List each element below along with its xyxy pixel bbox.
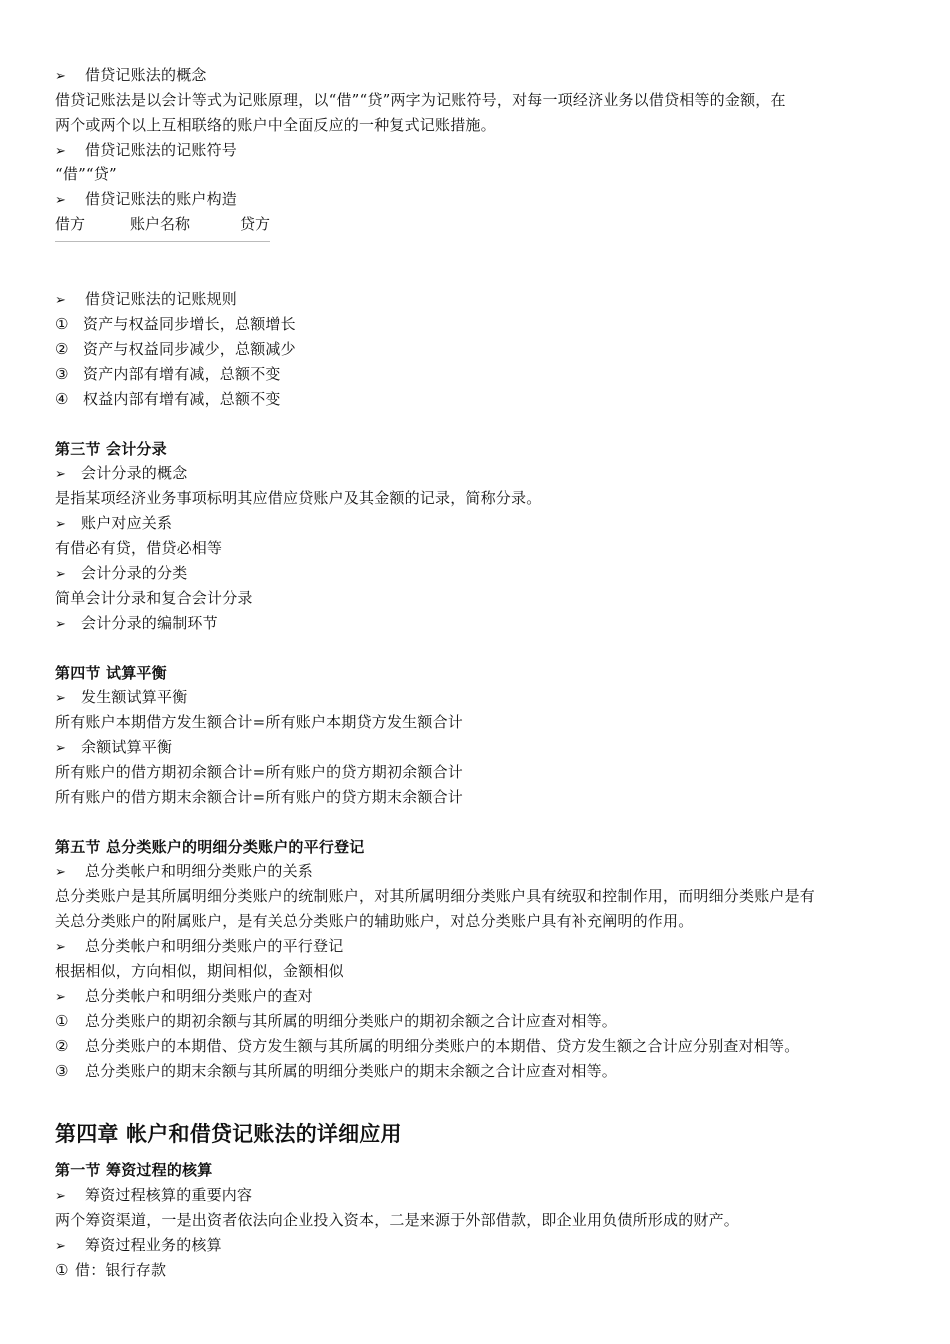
- bullet-item: ➢ 筹资过程业务的核算: [55, 1235, 222, 1257]
- t-account-name-label: 账户名称: [130, 215, 191, 233]
- paragraph: 有借必有贷，借贷必相等: [55, 539, 223, 557]
- paragraph: 所有账户本期借方发生额合计=所有账户本期贷方发生额合计: [55, 713, 463, 731]
- bullet-arrow-icon: ➢: [55, 1239, 67, 1254]
- numbered-item: ① 借：银行存款: [55, 1261, 167, 1279]
- section-heading: 第四节 试算平衡: [55, 664, 167, 682]
- paragraph: 是指某项经济业务事项标明其应借应贷账户及其金额的记录，简称分录。: [55, 489, 542, 507]
- bullet-item: ➢ 借贷记账法的记账符号: [55, 140, 237, 162]
- chapter-heading: 第四章 帐户和借贷记账法的详细应用: [55, 1122, 402, 1146]
- numbered-item: ① 资产与权益同步增长，总额增长: [55, 315, 296, 333]
- paragraph: 所有账户的借方期初余额合计=所有账户的贷方期初余额合计: [55, 763, 463, 781]
- bullet-item: ➢ 借贷记账法的记账规则: [55, 289, 237, 311]
- t-account-header: [55, 214, 270, 234]
- paragraph: 根据相似，方向相似，期间相似，金额相似: [55, 962, 344, 980]
- section-heading: 第五节 总分类账户的明细分类账户的平行登记: [55, 838, 365, 856]
- bullet-arrow-icon: ➢: [55, 865, 67, 880]
- paragraph: 总分类账户是其所属明细分类账户的统制账户，对其所属明细分类账户具有统驭和控制作用，而明细分类账户是有: [55, 887, 816, 905]
- bullet-arrow-icon: ➢: [55, 193, 67, 208]
- bullet-arrow-icon: ➢: [55, 741, 67, 756]
- bullet-arrow-icon: ➢: [55, 69, 67, 84]
- bullet-arrow-icon: ➢: [55, 144, 67, 159]
- bullet-item: ➢ 总分类帐户和明细分类账户的查对: [55, 986, 313, 1008]
- bullet-item: ➢ 余额试算平衡: [55, 737, 172, 759]
- paragraph: 两个筹资渠道，一是出资者依法向企业投入资本，二是来源于外部借款，即企业用负债所形成的财产。: [55, 1211, 740, 1229]
- bullet-arrow-icon: ➢: [55, 293, 67, 308]
- bullet-item: ➢ 会计分录的概念: [55, 463, 187, 485]
- bullet-item: ➢ 会计分录的分类: [55, 563, 187, 585]
- t-account-debit-label: 借方: [55, 215, 86, 233]
- bullet-arrow-icon: ➢: [55, 691, 67, 706]
- paragraph: 借贷记账法是以会计等式为记账原理，以“借”“贷”两字为记账符号，对每一项经济业务以借贷相等的金额，在: [55, 91, 786, 109]
- numbered-item: ③ 资产内部有增有减，总额不变: [55, 365, 281, 383]
- paragraph: 简单会计分录和复合会计分录: [55, 589, 253, 607]
- bullet-arrow-icon: ➢: [55, 617, 67, 632]
- bullet-arrow-icon: ➢: [55, 517, 67, 532]
- bullet-item: ➢ 会计分录的编制环节: [55, 613, 218, 635]
- bullet-item: ➢ 发生额试算平衡: [55, 687, 187, 709]
- paragraph: 关总分类账户的附属账户，是有关总分类账户的辅助账户，对总分类账户具有补充阐明的作用。: [55, 912, 694, 930]
- section-heading: 第一节 筹资过程的核算: [55, 1161, 213, 1179]
- bullet-arrow-icon: ➢: [55, 940, 67, 955]
- bullet-item: ➢ 总分类帐户和明细分类账户的平行登记: [55, 936, 343, 958]
- bullet-item: ➢ 借贷记账法的账户构造: [55, 189, 237, 211]
- bullet-item: ➢ 账户对应关系: [55, 513, 172, 535]
- numbered-item: ① 总分类账户的期初余额与其所属的明细分类账户的期初余额之合计应查对相等。: [55, 1012, 618, 1030]
- bullet-item: ➢ 借贷记账法的概念: [55, 65, 207, 87]
- t-account-divider: [55, 241, 270, 242]
- paragraph: “借”“贷”: [55, 165, 117, 183]
- bullet-arrow-icon: ➢: [55, 567, 67, 582]
- section-heading: 第三节 会计分录: [55, 440, 167, 458]
- numbered-item: ④ 权益内部有增有减，总额不变: [55, 390, 281, 408]
- bullet-arrow-icon: ➢: [55, 990, 67, 1005]
- bullet-arrow-icon: ➢: [55, 1189, 67, 1204]
- numbered-item: ② 资产与权益同步减少，总额减少: [55, 340, 296, 358]
- t-account-credit-label: 贷方: [240, 215, 271, 233]
- bullet-item: ➢ 筹资过程核算的重要内容: [55, 1185, 252, 1207]
- paragraph: 所有账户的借方期末余额合计=所有账户的贷方期末余额合计: [55, 788, 463, 806]
- bullet-arrow-icon: ➢: [55, 467, 67, 482]
- numbered-item: ② 总分类账户的本期借、贷方发生额与其所属的明细分类账户的本期借、贷方发生额之合计应分别查对相等。: [55, 1037, 800, 1055]
- numbered-item: ③ 总分类账户的期末余额与其所属的明细分类账户的期末余额之合计应查对相等。: [55, 1062, 618, 1080]
- paragraph: 两个或两个以上互相联络的账户中全面反应的一种复式记账措施。: [55, 116, 496, 134]
- bullet-item: ➢ 总分类帐户和明细分类账户的关系: [55, 861, 313, 883]
